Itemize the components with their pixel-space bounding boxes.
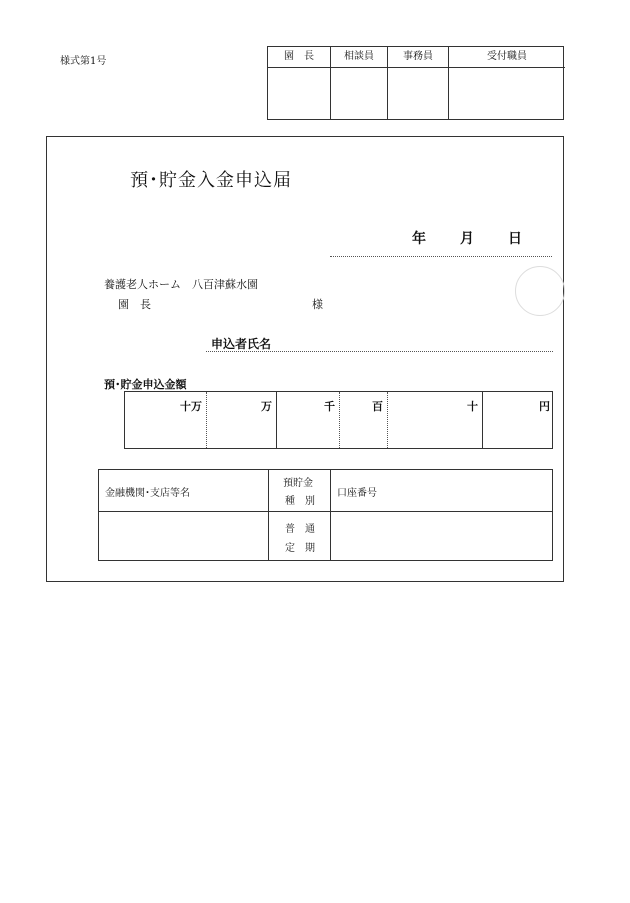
- stamp-header: 園 長: [268, 47, 330, 68]
- bank-divider: [268, 470, 269, 560]
- amount-cell-1k[interactable]: [276, 392, 339, 448]
- amount-cell-10k[interactable]: [206, 392, 276, 448]
- bank-table: [98, 469, 553, 561]
- date-year-label: 年: [412, 231, 426, 247]
- amount-unit-label: 千: [324, 400, 335, 413]
- stamp-cell-reception[interactable]: [448, 47, 565, 119]
- amount-unit-label: 十: [467, 400, 478, 413]
- amount-unit-label: 百: [372, 400, 383, 413]
- applicant-name-label: 申込者氏名: [211, 337, 272, 351]
- amount-label: 預･貯金申込金額: [104, 378, 187, 391]
- date-month-label: 月: [460, 231, 474, 247]
- stamp-header: 受付職員: [449, 47, 565, 68]
- addressee-honorific: 様: [312, 298, 323, 311]
- bank-type-fixed[interactable]: 定 期: [285, 543, 315, 554]
- addressee-director: 園 長: [118, 298, 151, 311]
- amount-cell-yen[interactable]: [482, 392, 554, 448]
- amount-table: [124, 391, 553, 449]
- amount-cell-10[interactable]: [387, 392, 482, 448]
- stamp-header: 相談員: [331, 47, 387, 68]
- stamp-cell-counselor[interactable]: [330, 47, 387, 119]
- amount-cell-100[interactable]: [339, 392, 387, 448]
- amount-unit-label: 十万: [180, 400, 202, 413]
- bank-account-label: 口座番号: [337, 488, 377, 499]
- seal-circle[interactable]: [515, 266, 565, 316]
- bank-type-ordinary[interactable]: 普 通: [285, 524, 315, 535]
- stamp-cell-director[interactable]: [268, 47, 330, 119]
- form-title: 預･貯金入金申込届: [130, 170, 292, 191]
- approval-stamp-table: [267, 46, 564, 120]
- bank-type-label-2: 種 別: [285, 496, 315, 507]
- bank-institution-label: 金融機関･支店等名: [105, 488, 190, 499]
- applicant-name-field[interactable]: [206, 351, 553, 352]
- date-underline: [330, 256, 552, 257]
- bank-type-label-1: 預貯金: [283, 478, 313, 489]
- amount-unit-label: 円: [539, 400, 550, 413]
- date-day-label: 日: [508, 231, 522, 247]
- stamp-cell-clerk[interactable]: [387, 47, 448, 119]
- stamp-header: 事務員: [388, 47, 448, 68]
- addressee-facility: 養護老人ホーム 八百津蘇水園: [104, 278, 258, 291]
- form-number: 様式第1号: [60, 56, 107, 67]
- bank-account-field[interactable]: [331, 512, 552, 560]
- bank-institution-field[interactable]: [99, 512, 268, 560]
- amount-cell-100k[interactable]: [125, 392, 206, 448]
- amount-unit-label: 万: [261, 400, 272, 413]
